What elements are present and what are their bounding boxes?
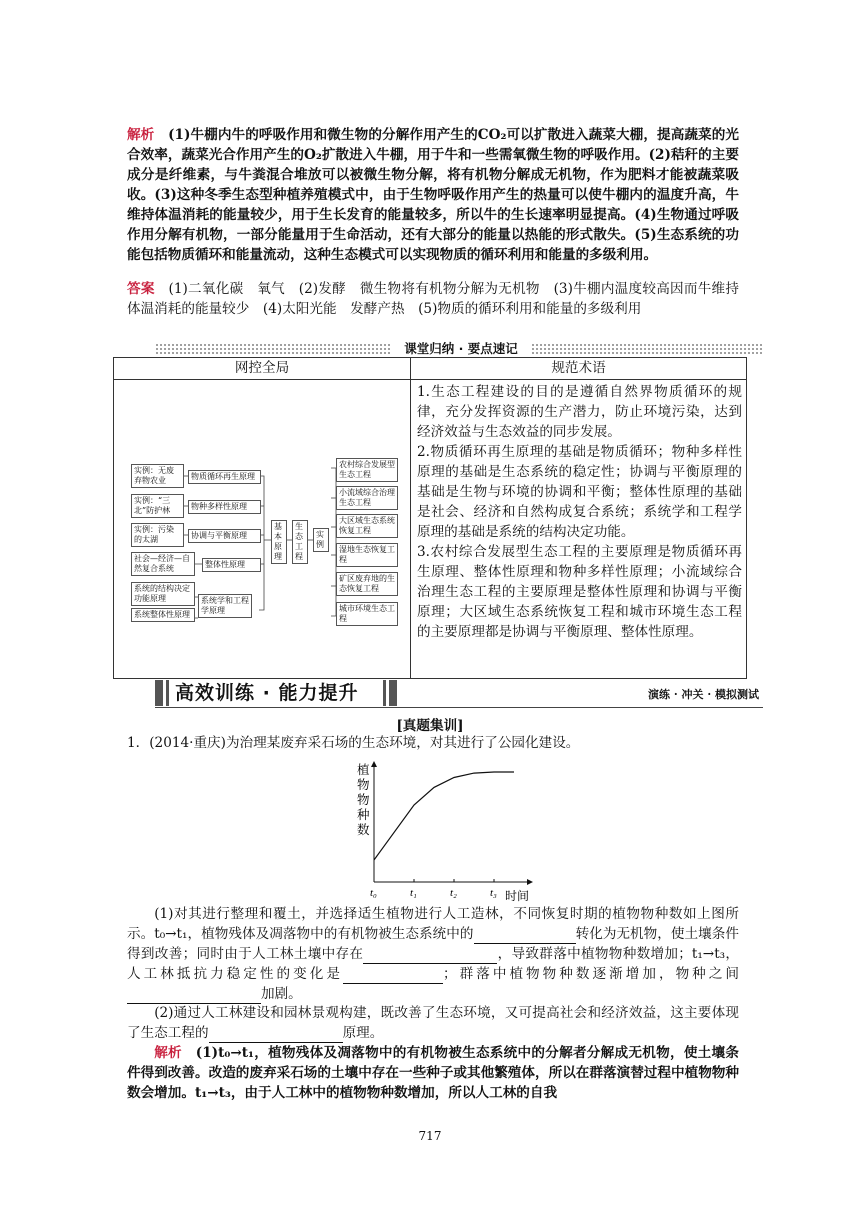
- col-header-terms: 规范术语: [411, 358, 747, 380]
- analysis-text: (1)t₀→t₁，植物残体及凋落物中的有机物被生态系统中的分解者分解成无机物，使土壤条件得到改善。改造的废弃采石场的土壤中存在一些种子或其他繁殖体，所以在群落演替过程中植物物种数会增加。t₁→t₃，由于人工林中的植物物种数增加，所以人工林的自我: [127, 1045, 739, 1101]
- term-item: 3.农村综合发展型生态工程的主要原理是物质循环再生原理、整体性原理和物种多样性原理；小流域综合治理生态工程的主要原理是整体性原理和协调与平衡原理；大区域生态系统恢复工程和城市环境生态工程的主要原理都是协调与平衡原理、整体性原理。: [417, 544, 742, 640]
- q-text: 转化为无机物，使土壤条件得到改善；同时由于人工林土壤中存在: [127, 926, 740, 962]
- principle-box: 整体性原理: [202, 558, 261, 572]
- x-tick-label: t₃: [490, 887, 497, 899]
- principle-box: 物质循环再生原理: [188, 470, 261, 484]
- plant-species-chart: [340, 760, 540, 902]
- page-number: 717: [418, 1129, 442, 1143]
- subsection-title: [真题集训]: [396, 718, 464, 734]
- analysis-label: 解析: [154, 1045, 182, 1061]
- basic-principles-box: 基本原理: [271, 520, 287, 564]
- question-1: 1．(2014·重庆)为治理某废弃采石场的生态环境，对其进行了公园化建设。: [127, 735, 580, 751]
- project-box: 农村综合发展型生态工程: [336, 458, 398, 482]
- analysis-text: (1)牛棚内牛的呼吸作用和微生物的分解作用产生的CO₂可以扩散进入蔬菜大棚，提高蔬菜的光合效率，蔬菜光合作用产生的O₂扩散进入牛棚，用于牛和一些需氧微生物的呼吸作用。(2)秸秆的主要成分是纤维素，与牛粪混合堆放可以被微生物分解，将有机物分解成无机物，作为肥料才能被蔬菜吸收。(3)这种冬季生态型种植养殖模式中，由于生物呼吸作用产生的热量可以使牛棚内的温度升高，牛维持体温消耗的能量较少，用于生长发育的能量较多，所以牛的生长速率明显提高。(4)生物通过呼吸作用分解有机物，一部分能量用于生命活动，还有大部分的能量以热能的形式散失。(5)生态系统的功能包括物质循环和能量流动，这种生态模式可以实现物质的循环利用和能量的多级利用。: [127, 127, 740, 263]
- project-box: 湿地生态恢复工程: [336, 543, 398, 567]
- answer-blank[interactable]: [343, 969, 443, 984]
- q-text: (1)对其进行整理和覆土，并选择适生植物进行人工造林，不同恢复时期的植物物种数如上图所示。t₀→t₁，植物残体及凋落物中的有机物被生态系统中的: [127, 906, 739, 942]
- banner-subtitle: 演练 · 冲关 · 模拟测试: [648, 688, 759, 701]
- analysis-paragraph-1: [127, 125, 739, 265]
- section-title: 课堂归纳 · 要点速记: [404, 341, 518, 356]
- q-text: 加剧。: [261, 986, 302, 1002]
- project-box: 小流域综合治理生态工程: [336, 486, 398, 510]
- example-box: 社会—经济—自然复合系统: [131, 552, 195, 576]
- example-box: 实例：污染的太湖: [131, 523, 184, 547]
- analysis-paragraph-2: [127, 1043, 739, 1103]
- project-box: 大区域生态系统恢复工程: [336, 514, 398, 538]
- banner-title: 高效训练 · 能力提升: [175, 682, 359, 704]
- col-header-overview: 网控全局: [114, 358, 411, 380]
- answer-blank[interactable]: [363, 949, 497, 964]
- answer-label: 答案: [127, 281, 155, 297]
- project-box: 矿区废弃地的生态恢复工程: [336, 572, 398, 596]
- principle-box: 系统学和工程学原理: [198, 594, 252, 618]
- answer-blank[interactable]: [209, 1028, 343, 1043]
- q-text: 原理。: [342, 1025, 384, 1041]
- principle-box: 协调与平衡原理: [188, 529, 261, 543]
- terms-cell: [411, 380, 747, 679]
- eco-engineering-box: 生态工程: [292, 520, 308, 564]
- answer-blank[interactable]: [127, 989, 261, 1004]
- x-tick-label: t₂: [450, 887, 457, 899]
- question-1-part-2: [127, 1003, 739, 1043]
- q-text: (2)通过人工林建设和园林景观构建，既改善了生态环境，又可提高社会和经济效益，这主要体现了生态工程的: [127, 1005, 739, 1041]
- project-box: 城市环境生态工程: [336, 602, 398, 626]
- answer-blank[interactable]: [474, 929, 576, 944]
- example-box: 实例：无废弃物农业: [131, 464, 184, 488]
- x-tick-label: t₁: [410, 887, 417, 899]
- species-curve: [374, 772, 514, 860]
- example-box: 实例：“三北”防护林: [131, 494, 184, 518]
- example-box: 系统的结构决定功能原理: [131, 582, 195, 606]
- cases-box: 实例: [313, 528, 329, 552]
- answer-paragraph-1: [127, 279, 739, 319]
- term-item: 1.生态工程建设的目的是遵循自然界物质循环的规律，充分发挥资源的生产潜力，防止环境污染，达到经济效益与生态效益的同步发展。: [417, 384, 742, 440]
- training-banner: [155, 680, 763, 708]
- example-box: 系统整体性原理: [131, 608, 195, 622]
- y-axis-label: 植物物种数: [357, 763, 370, 837]
- summary-table: [113, 357, 747, 679]
- x-axis-label: 时间: [505, 889, 530, 902]
- principle-box: 物种多样性原理: [188, 500, 261, 514]
- diagram-cell: [114, 380, 411, 679]
- answer-text: (1)二氧化碳 氧气 (2)发酵 微生物将有机物分解为无机物 (3)牛棚内温度较高因而牛维持体温消耗的能量较少 (4)太阳光能 发酵产热 (5)物质的循环利用和能量的多级利用: [127, 281, 739, 317]
- x-tick-label: t₀: [370, 887, 377, 899]
- analysis-label: 解析: [127, 127, 155, 143]
- term-item: 2.物质循环再生原理的基础是物质循环；物种多样性原理的基础是生态系统的稳定性；协调与平衡原理的基础是生物与环境的协调和平衡；整体性原理的基础是社会、经济和自然构成复合系统；系统学和工程学原理的基础是系统的结构决定功能。: [417, 444, 742, 540]
- q-text: ；群落中植物物种数逐渐增加，物种之间: [442, 966, 740, 982]
- question-1-part-1: [127, 904, 739, 1004]
- q-text: ，导致群落中植物物种数增加；t₁→t₃，人工林抵抗力稳定性的变化是: [127, 946, 740, 982]
